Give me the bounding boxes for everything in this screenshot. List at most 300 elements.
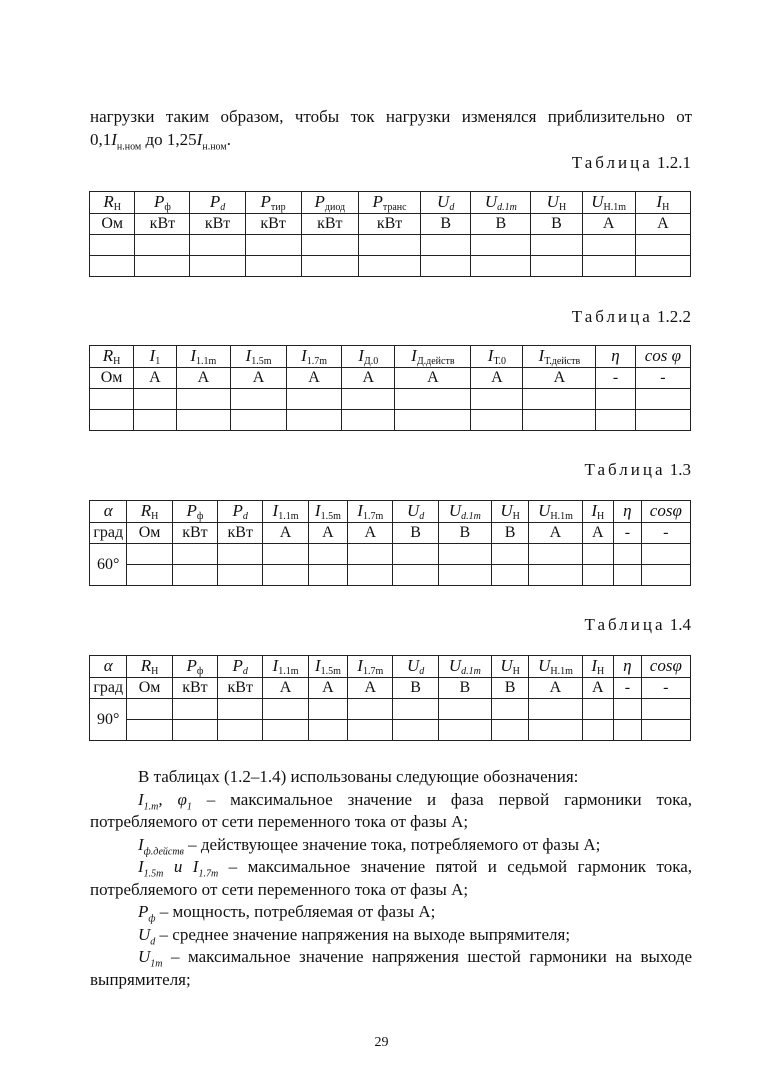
empty-cell[interactable]	[582, 565, 614, 586]
symbol: I	[272, 501, 279, 520]
empty-cell[interactable]	[190, 235, 245, 256]
empty-cell[interactable]	[582, 544, 614, 565]
unit-cell: кВт	[218, 678, 263, 699]
empty-cell[interactable]	[471, 410, 523, 431]
unit-cell: А	[523, 368, 596, 389]
empty-cell[interactable]	[190, 256, 245, 277]
intro-line2	[90, 128, 692, 151]
empty-cell[interactable]	[134, 389, 177, 410]
header-cell	[286, 346, 341, 368]
header-cell	[531, 192, 582, 214]
subscript: н.ном	[202, 141, 227, 153]
description: – максимальное значение и фаза первой гармоники тока, потребляемого от сети переменного тока от фазы А;	[90, 789, 693, 831]
table-caption	[572, 153, 691, 173]
empty-cell[interactable]	[635, 410, 690, 431]
empty-cell[interactable]	[348, 699, 393, 720]
empty-cell[interactable]	[218, 720, 263, 741]
symbol: P	[372, 192, 383, 211]
symbol: P	[232, 656, 243, 675]
unit-cell: В	[491, 523, 528, 544]
empty-cell[interactable]	[135, 235, 190, 256]
header-row	[90, 192, 691, 214]
unit-cell: В	[393, 678, 438, 699]
empty-cell[interactable]	[393, 544, 438, 565]
subscript: ф	[196, 511, 204, 522]
symbol: U	[538, 656, 551, 675]
empty-cell[interactable]	[301, 235, 359, 256]
current-symbol: I	[196, 130, 203, 149]
empty-cell[interactable]	[90, 235, 135, 256]
empty-cell[interactable]	[635, 235, 690, 256]
empty-cell[interactable]	[301, 256, 359, 277]
legend-item	[90, 924, 692, 947]
empty-cell[interactable]	[172, 720, 217, 741]
unit-cell: В	[491, 678, 528, 699]
subscript: d	[242, 511, 248, 522]
header-cell	[134, 346, 177, 368]
empty-cell[interactable]	[90, 389, 134, 410]
subscript: н.ном	[116, 141, 142, 153]
unit-cell: А	[134, 368, 177, 389]
header-cell	[438, 501, 491, 523]
subscript: 1.5m	[320, 511, 341, 522]
subscript: Н.1m	[603, 202, 626, 213]
empty-cell[interactable]	[438, 720, 491, 741]
symbol: P	[232, 501, 243, 520]
symbol: P	[153, 192, 165, 211]
empty-cell[interactable]	[218, 544, 263, 565]
empty-cell[interactable]	[438, 544, 491, 565]
symbol: P	[260, 192, 271, 211]
header-cell	[190, 192, 245, 214]
table-row	[90, 565, 691, 586]
subscript: d.1m	[461, 511, 481, 522]
symbol: U	[484, 192, 498, 211]
empty-cell[interactable]	[420, 235, 470, 256]
symbol: I	[301, 346, 307, 365]
empty-cell[interactable]	[614, 544, 642, 565]
unit-cell: кВт	[301, 214, 359, 235]
table-row	[90, 235, 691, 256]
empty-cell[interactable]	[531, 256, 582, 277]
empty-cell[interactable]	[614, 699, 642, 720]
header-cell	[308, 501, 347, 523]
legend-item	[90, 901, 692, 924]
caption-word: Таблица	[584, 615, 666, 634]
header-cell	[127, 501, 172, 523]
symbol: I	[487, 346, 494, 365]
header-cell	[641, 501, 690, 523]
symbol: I	[591, 656, 598, 675]
unit-cell: А	[231, 368, 287, 389]
symbol: U	[538, 501, 551, 520]
subscript: d	[419, 666, 425, 677]
empty-cell[interactable]	[348, 544, 393, 565]
caption-number: 1.2.2	[657, 307, 691, 326]
empty-cell[interactable]	[582, 235, 635, 256]
table-row	[90, 410, 691, 431]
empty-cell[interactable]	[529, 565, 582, 586]
subscript: Н	[662, 202, 670, 213]
symbol: η	[611, 346, 620, 365]
empty-cell[interactable]	[635, 389, 690, 410]
table-caption	[585, 460, 691, 480]
subscript: Н	[512, 511, 520, 522]
header-cell	[348, 501, 393, 523]
unit-cell: А	[635, 214, 690, 235]
symbol: P	[209, 192, 221, 211]
empty-cell[interactable]	[348, 720, 393, 741]
subscript: Н	[597, 666, 605, 677]
unit-cell: В	[393, 523, 438, 544]
subscript: Н	[113, 356, 121, 367]
symbol: α	[103, 501, 113, 520]
empty-cell[interactable]	[348, 565, 393, 586]
empty-cell[interactable]	[420, 256, 470, 277]
empty-cell[interactable]	[491, 720, 528, 741]
header-cell	[231, 346, 287, 368]
header-cell	[172, 501, 217, 523]
header-cell	[582, 192, 635, 214]
unit-cell: -	[596, 368, 635, 389]
subscript: d.1m	[497, 202, 517, 213]
header-cell	[218, 501, 263, 523]
header-cell	[635, 346, 690, 368]
empty-cell[interactable]	[308, 720, 347, 741]
unit-cell: Ом	[90, 368, 134, 389]
symbol: U	[448, 501, 462, 520]
empty-cell[interactable]	[582, 720, 614, 741]
empty-cell[interactable]	[231, 410, 287, 431]
header-cell	[614, 656, 642, 678]
unit-cell: В	[438, 523, 491, 544]
empty-cell[interactable]	[218, 565, 263, 586]
units-row	[90, 368, 691, 389]
empty-cell[interactable]	[286, 389, 341, 410]
subscript: d.1m	[461, 666, 481, 677]
header-cell	[263, 656, 308, 678]
unit-cell: А	[342, 368, 395, 389]
header-cell	[641, 656, 690, 678]
empty-cell[interactable]	[90, 256, 135, 277]
header-cell	[172, 656, 217, 678]
symbol: P	[186, 656, 197, 675]
subscript: Н	[512, 666, 520, 677]
period: .	[226, 130, 231, 149]
empty-cell[interactable]	[359, 235, 421, 256]
subscript: 1.7m	[306, 356, 328, 367]
empty-cell[interactable]	[596, 410, 635, 431]
page-number: 29	[374, 1035, 389, 1050]
header-cell	[582, 656, 614, 678]
value-high: до 1,25	[141, 130, 197, 149]
description: – максимальное значение пятой и седьмой гармоник тока, потребляемого от сети переменного тока от фазы А;	[90, 857, 692, 899]
empty-cell[interactable]	[523, 389, 596, 410]
empty-cell[interactable]	[135, 256, 190, 277]
empty-cell[interactable]	[263, 720, 308, 741]
caption-number: 1.4	[669, 615, 691, 634]
table-caption	[572, 307, 691, 327]
empty-cell[interactable]	[127, 720, 172, 741]
intro-paragraph	[90, 105, 692, 151]
header-cell	[348, 656, 393, 678]
subscript: Т.действ	[544, 356, 581, 367]
empty-cell[interactable]	[393, 699, 438, 720]
empty-cell[interactable]	[582, 256, 635, 277]
empty-cell[interactable]	[308, 544, 347, 565]
header-cell	[395, 346, 471, 368]
symbol: I	[138, 834, 144, 854]
empty-cell[interactable]	[529, 699, 582, 720]
empty-cell[interactable]	[529, 720, 582, 741]
unit-cell: В	[420, 214, 470, 235]
header-cell	[135, 192, 190, 214]
subscript: 1.7m	[362, 511, 384, 522]
subscript: 1.5m	[251, 356, 272, 367]
header-cell	[245, 192, 301, 214]
symbol: cos φ	[644, 346, 682, 365]
empty-cell[interactable]	[263, 544, 308, 565]
empty-cell[interactable]	[342, 410, 395, 431]
data-table	[89, 345, 691, 431]
symbol: I	[358, 346, 364, 365]
symbol: I	[138, 789, 144, 809]
table-row	[90, 389, 691, 410]
empty-cell[interactable]	[614, 720, 642, 741]
data-table	[89, 655, 691, 741]
unit-cell: -	[641, 678, 690, 699]
symbol: η	[623, 501, 632, 520]
empty-cell[interactable]	[90, 410, 134, 431]
empty-cell[interactable]	[172, 544, 217, 565]
empty-cell[interactable]	[635, 256, 690, 277]
empty-cell[interactable]	[218, 699, 263, 720]
empty-cell[interactable]	[641, 544, 690, 565]
description: – среднее значение напряжения на выходе выпрямителя;	[155, 924, 571, 944]
unit-cell: кВт	[190, 214, 245, 235]
empty-cell[interactable]	[245, 256, 301, 277]
symbol: I	[190, 346, 197, 365]
symbol-2: , φ	[158, 789, 187, 809]
empty-cell[interactable]	[172, 565, 217, 586]
unit-cell: В	[438, 678, 491, 699]
unit-cell: Ом	[127, 678, 172, 699]
current-symbol: I	[111, 130, 117, 149]
empty-cell[interactable]	[395, 389, 471, 410]
legend-item	[90, 834, 692, 857]
symbol: U	[500, 501, 513, 520]
unit-cell: А	[176, 368, 230, 389]
header-cell	[218, 656, 263, 678]
empty-cell[interactable]	[359, 256, 421, 277]
description: – максимальное значение напряжения шестой гармоники на выходе выпрямителя;	[90, 947, 692, 989]
empty-cell[interactable]	[529, 544, 582, 565]
symbol: U	[406, 656, 420, 675]
symbol: I	[357, 501, 363, 520]
empty-cell[interactable]	[438, 565, 491, 586]
header-cell	[359, 192, 421, 214]
header-cell	[90, 656, 127, 678]
description: – мощность, потребляемая от фазы А;	[155, 902, 436, 921]
subscript: 1.5m	[320, 666, 341, 677]
empty-cell[interactable]	[308, 699, 347, 720]
empty-cell[interactable]	[471, 256, 531, 277]
symbol: I	[538, 346, 545, 365]
subscript: Т.0	[493, 356, 507, 367]
empty-cell[interactable]	[491, 699, 528, 720]
subscript-2: 1.7m	[198, 868, 219, 880]
empty-cell[interactable]	[127, 699, 172, 720]
empty-cell[interactable]	[395, 410, 471, 431]
header-cell	[176, 346, 230, 368]
subscript: Н.1m	[550, 511, 573, 522]
empty-cell[interactable]	[641, 565, 690, 586]
unit-cell: А	[286, 368, 341, 389]
units-row	[90, 214, 691, 235]
header-cell	[301, 192, 359, 214]
empty-cell[interactable]	[641, 720, 690, 741]
unit-cell: А	[348, 523, 393, 544]
header-cell	[471, 346, 523, 368]
subscript: транс	[382, 202, 407, 213]
empty-cell[interactable]	[393, 565, 438, 586]
angle-cell: 90°	[90, 699, 127, 741]
header-row	[90, 346, 691, 368]
empty-cell[interactable]	[286, 410, 341, 431]
symbol: U	[138, 924, 151, 944]
empty-cell[interactable]	[641, 699, 690, 720]
empty-cell[interactable]	[614, 565, 642, 586]
unit-cell: кВт	[218, 523, 263, 544]
subscript: d	[150, 935, 156, 947]
subscript: 1m	[150, 958, 163, 970]
header-cell	[90, 192, 135, 214]
empty-cell[interactable]	[491, 565, 528, 586]
unit-cell: град	[90, 523, 127, 544]
header-cell	[582, 501, 614, 523]
empty-cell[interactable]	[127, 565, 172, 586]
header-cell	[127, 656, 172, 678]
empty-cell[interactable]	[491, 544, 528, 565]
empty-cell[interactable]	[531, 235, 582, 256]
subscript: 1.1m	[196, 356, 217, 367]
subscript: диод	[324, 202, 346, 213]
table-caption	[585, 615, 691, 635]
subscript: Н	[558, 202, 567, 213]
symbol: I	[591, 501, 598, 520]
unit-cell: Ом	[90, 214, 135, 235]
header-cell	[90, 346, 134, 368]
empty-cell[interactable]	[176, 410, 230, 431]
units-row	[90, 678, 691, 699]
unit-cell: кВт	[172, 523, 217, 544]
header-cell	[635, 192, 690, 214]
symbol: U	[546, 192, 559, 211]
description: – действующее значение тока, потребляемого от фазы А;	[183, 834, 601, 854]
empty-cell[interactable]	[231, 389, 287, 410]
empty-cell[interactable]	[134, 410, 177, 431]
value-low: 0,1	[90, 130, 112, 149]
empty-cell[interactable]	[596, 389, 635, 410]
unit-cell: кВт	[245, 214, 301, 235]
symbol: U	[591, 192, 604, 211]
subscript: Д.0	[363, 356, 379, 367]
subscript: 1.1m	[278, 511, 299, 522]
subscript: ф.действ	[143, 845, 184, 857]
empty-cell[interactable]	[172, 699, 217, 720]
empty-cell[interactable]	[263, 565, 308, 586]
empty-cell[interactable]	[471, 235, 531, 256]
empty-cell[interactable]	[263, 699, 308, 720]
unit-cell: -	[614, 523, 642, 544]
symbol: I	[656, 192, 663, 211]
subscript: Н	[151, 511, 159, 522]
empty-cell[interactable]	[308, 565, 347, 586]
empty-cell[interactable]	[523, 410, 596, 431]
unit-cell: А	[263, 678, 308, 699]
unit-cell: В	[471, 214, 531, 235]
subscript: ф	[148, 913, 156, 925]
header-cell	[393, 656, 438, 678]
symbol: U	[138, 947, 151, 966]
symbol: cosφ	[649, 656, 682, 675]
unit-cell: А	[582, 523, 614, 544]
caption-word: Таблица	[571, 153, 653, 172]
header-cell	[263, 501, 308, 523]
units-row	[90, 523, 691, 544]
unit-cell: -	[635, 368, 690, 389]
unit-cell: А	[395, 368, 471, 389]
unit-cell: А	[582, 678, 614, 699]
header-cell	[342, 346, 395, 368]
empty-cell[interactable]	[438, 699, 491, 720]
legend-section	[90, 766, 692, 991]
symbol: R	[140, 656, 152, 675]
table-row	[90, 699, 691, 720]
subscript: 1	[155, 356, 161, 367]
subscript: d	[449, 202, 455, 213]
caption-number: 1.2.1	[657, 153, 691, 172]
symbol: U	[437, 192, 450, 211]
header-row	[90, 656, 691, 678]
header-cell	[529, 656, 582, 678]
legend-item	[90, 789, 692, 834]
empty-cell[interactable]	[342, 389, 395, 410]
intro-line1: нагрузки таким образом, чтобы ток нагрузки изменялся приблизительно от	[90, 107, 692, 126]
empty-cell[interactable]	[393, 720, 438, 741]
subscript: Н	[151, 666, 159, 677]
table-row	[90, 720, 691, 741]
empty-cell[interactable]	[127, 544, 172, 565]
empty-cell[interactable]	[176, 389, 230, 410]
header-cell	[90, 501, 127, 523]
unit-cell: Ом	[127, 523, 172, 544]
symbol-2: и I	[163, 857, 199, 876]
unit-cell: В	[531, 214, 582, 235]
header-row	[90, 501, 691, 523]
empty-cell[interactable]	[245, 235, 301, 256]
subscript: ф	[164, 202, 171, 213]
header-cell	[529, 501, 582, 523]
empty-cell[interactable]	[471, 389, 523, 410]
empty-cell[interactable]	[582, 699, 614, 720]
caption-number: 1.3	[669, 460, 691, 479]
unit-cell: кВт	[172, 678, 217, 699]
symbol: cosφ	[649, 501, 682, 520]
unit-cell: кВт	[135, 214, 190, 235]
symbol: R	[103, 192, 114, 211]
header-cell	[471, 192, 531, 214]
